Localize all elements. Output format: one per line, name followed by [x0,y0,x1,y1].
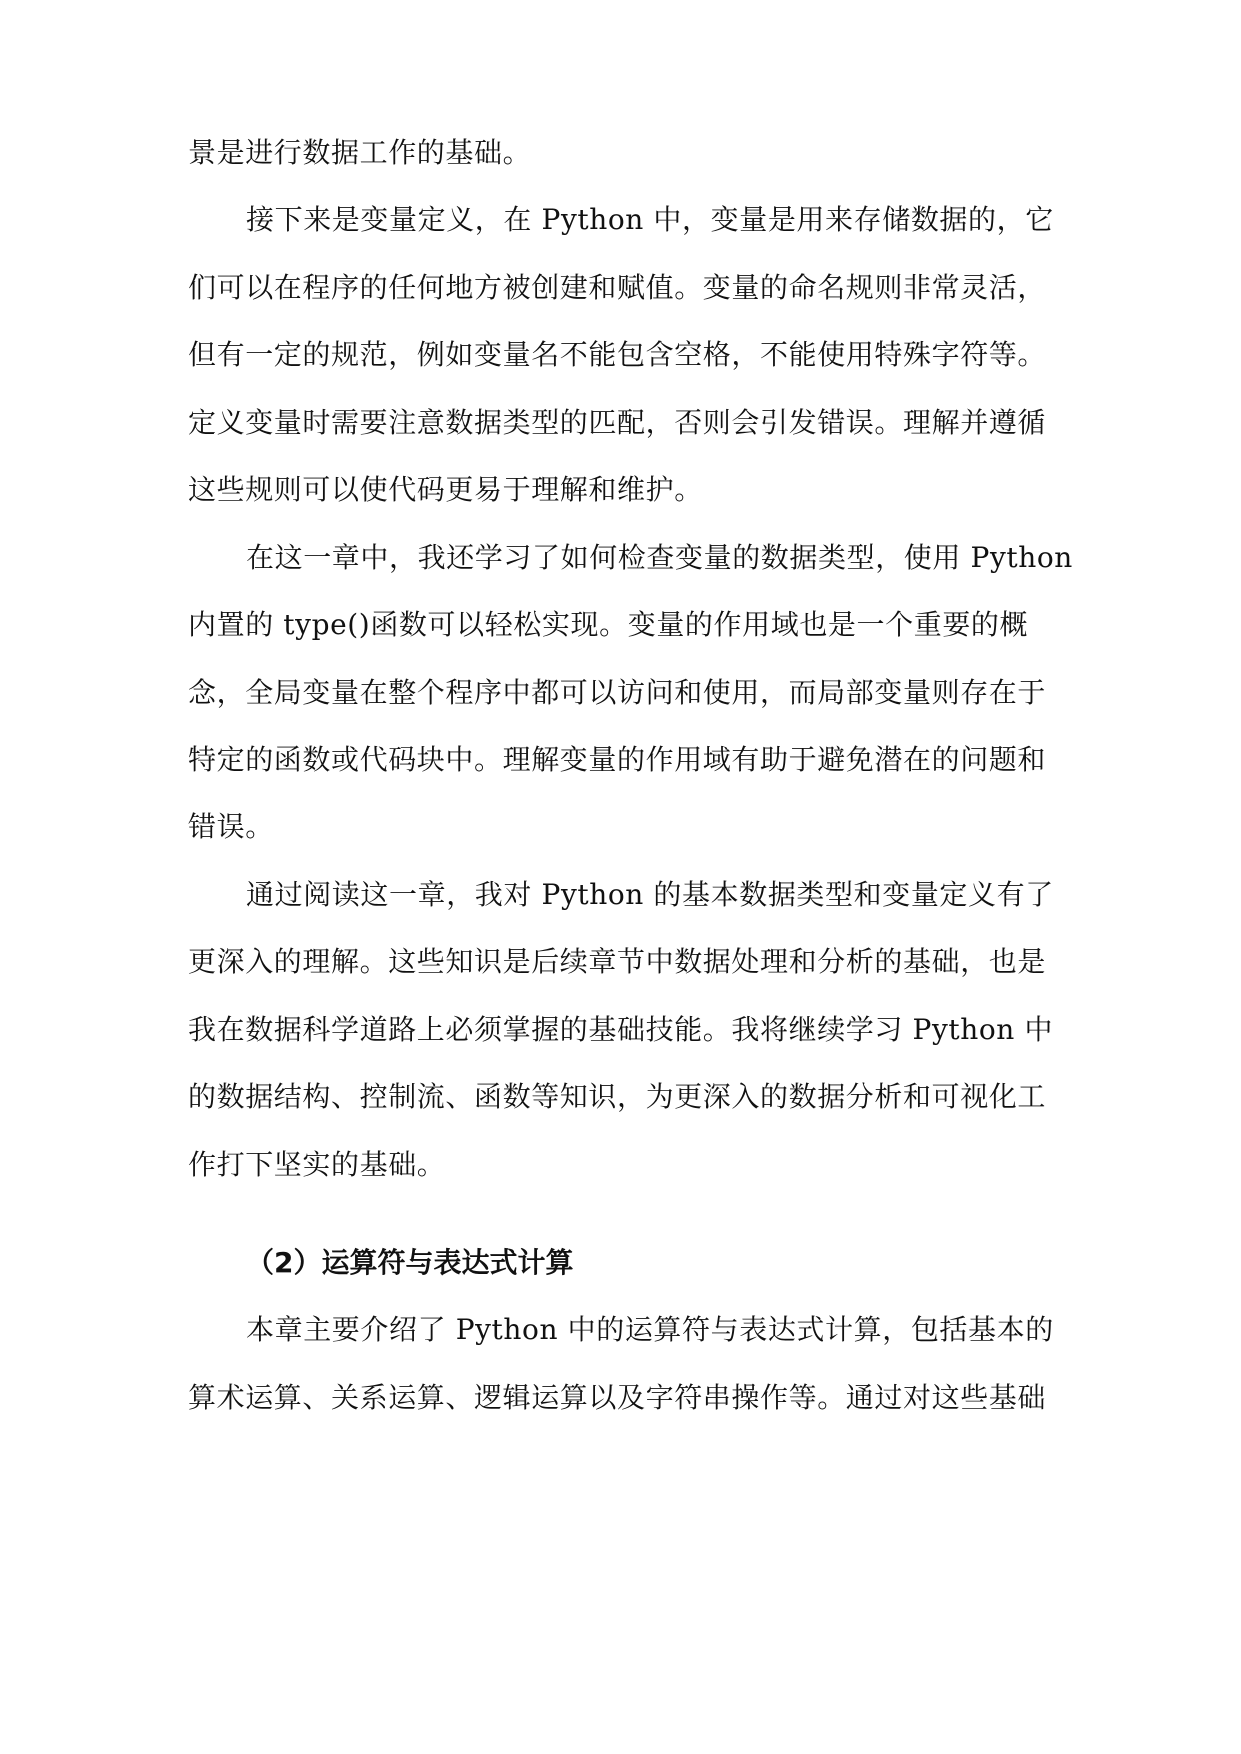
text-line: 这些规则可以使代码更易于理解和维护。 [188,473,703,506]
text-line: 更深入的理解。这些知识是后续章节中数据处理和分析的基础，也是 [188,945,1047,978]
text-line: 念，全局变量在整个程序中都可以访问和使用，而局部变量则存在于 [188,676,1047,709]
text-line: 作打下坚实的基础。 [188,1148,446,1181]
paragraph-start-line: 通过阅读这一章，我对 Python 的基本数据类型和变量定义有了 [246,878,1054,911]
text-line: 们可以在程序的任何地方被创建和赋值。变量的命名规则非常灵活， [188,271,1047,304]
text-line: 错误。 [188,810,274,843]
text-line: 算术运算、关系运算、逻辑运算以及字符串操作等。通过对这些基础 [188,1381,1047,1414]
paragraph-start-line: 接下来是变量定义，在 Python 中，变量是用来存储数据的，它 [246,203,1054,236]
text-line: 特定的函数或代码块中。理解变量的作用域有助于避免潜在的问题和 [188,743,1047,776]
paragraph-start-line: 在这一章中，我还学习了如何检查变量的数据类型，使用 Python [246,541,1073,574]
text-line: 定义变量时需要注意数据类型的匹配，否则会引发错误。理解并遵循 [188,406,1047,439]
text-line: 的数据结构、控制流、函数等知识，为更深入的数据分析和可视化工 [188,1080,1047,1113]
text-line: 内置的 type()函数可以轻松实现。变量的作用域也是一个重要的概 [188,608,1029,641]
paragraph-start-line: 本章主要介绍了 Python 中的运算符与表达式计算，包括基本的 [246,1313,1054,1346]
text-line: 景是进行数据工作的基础。 [188,136,532,169]
section-heading: （2）运算符与表达式计算 [246,1246,574,1279]
text-line: 我在数据科学道路上必须掌握的基础技能。我将继续学习 Python 中 [188,1013,1054,1046]
text-line: 但有一定的规范，例如变量名不能包含空格，不能使用特殊字符等。 [188,338,1047,371]
